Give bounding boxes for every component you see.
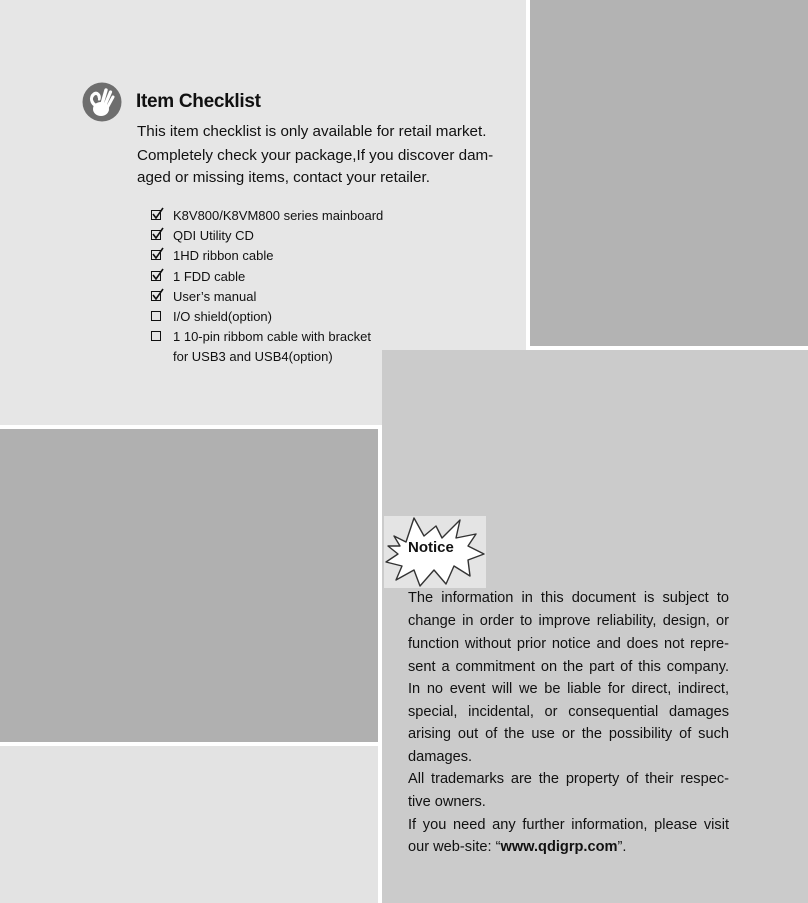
website-prefix: our web-site: “ bbox=[408, 839, 501, 855]
notice-text-line: function without prior notice and does not repre- bbox=[408, 636, 729, 652]
checked-checkbox-icon bbox=[151, 271, 161, 281]
checklist-item-label: 1 FDD cable bbox=[173, 268, 246, 284]
checklist-item-label: I/O shield(option) bbox=[173, 308, 272, 324]
checklist-intro-line: This item checklist is only available for retail market. bbox=[137, 123, 487, 140]
website-link[interactable]: www.qdigrp.com bbox=[500, 839, 618, 855]
notice-text-line: sent a commitment on the part of this company. bbox=[408, 659, 729, 675]
notice-text-line: In no event will we be liable for direct, indirect, bbox=[408, 681, 729, 697]
notice-text-line: change in order to improve reliability, design, or bbox=[408, 613, 729, 629]
unchecked-checkbox-icon bbox=[151, 311, 161, 321]
checked-checkbox-icon bbox=[151, 291, 161, 301]
notice-website-line bbox=[408, 839, 626, 855]
checklist-item-label-continued: for USB3 and USB4(option) bbox=[173, 349, 333, 365]
notice-text-line: damages. bbox=[408, 749, 473, 765]
unchecked-checkbox-icon bbox=[151, 331, 161, 341]
checklist-item-label: K8V800/K8VM800 series mainboard bbox=[173, 208, 384, 223]
notice-text-line: tive owners. bbox=[408, 794, 486, 810]
checklist-intro-line: Completely check your package,If you discover dam- bbox=[137, 147, 494, 164]
notice-text-line: special, incidental, or consequential damages bbox=[408, 704, 729, 720]
notice-text-line: All trademarks are the property of their respec- bbox=[408, 771, 729, 787]
checklist-item-label: 1HD ribbon cable bbox=[173, 248, 274, 264]
website-suffix: ”. bbox=[617, 839, 627, 855]
decorative-panel-top-right bbox=[530, 0, 808, 346]
notice-text-line: arising out of the use or the possibility of such bbox=[408, 726, 729, 742]
checklist-intro-line: aged or missing items, contact your retailer. bbox=[137, 169, 430, 186]
checked-checkbox-icon bbox=[151, 210, 161, 220]
decorative-panel-middle-left bbox=[0, 429, 378, 742]
checklist-item-label: User’s manual bbox=[173, 288, 257, 304]
notice-text-line: The information in this document is subject to bbox=[408, 590, 729, 606]
ok-hand-icon bbox=[82, 82, 122, 122]
notice-text-line: If you need any further information, please visit bbox=[408, 817, 729, 833]
decorative-panel-bottom-left bbox=[0, 746, 378, 903]
checked-checkbox-icon bbox=[151, 230, 161, 240]
checklist-item-label: 1 10-pin ribbom cable with bracket bbox=[173, 329, 371, 345]
checklist-item-label: QDI Utility CD bbox=[173, 228, 254, 244]
checklist-title: Item Checklist bbox=[136, 91, 261, 112]
checked-checkbox-icon bbox=[151, 250, 161, 260]
notice-label: Notice bbox=[408, 539, 454, 556]
